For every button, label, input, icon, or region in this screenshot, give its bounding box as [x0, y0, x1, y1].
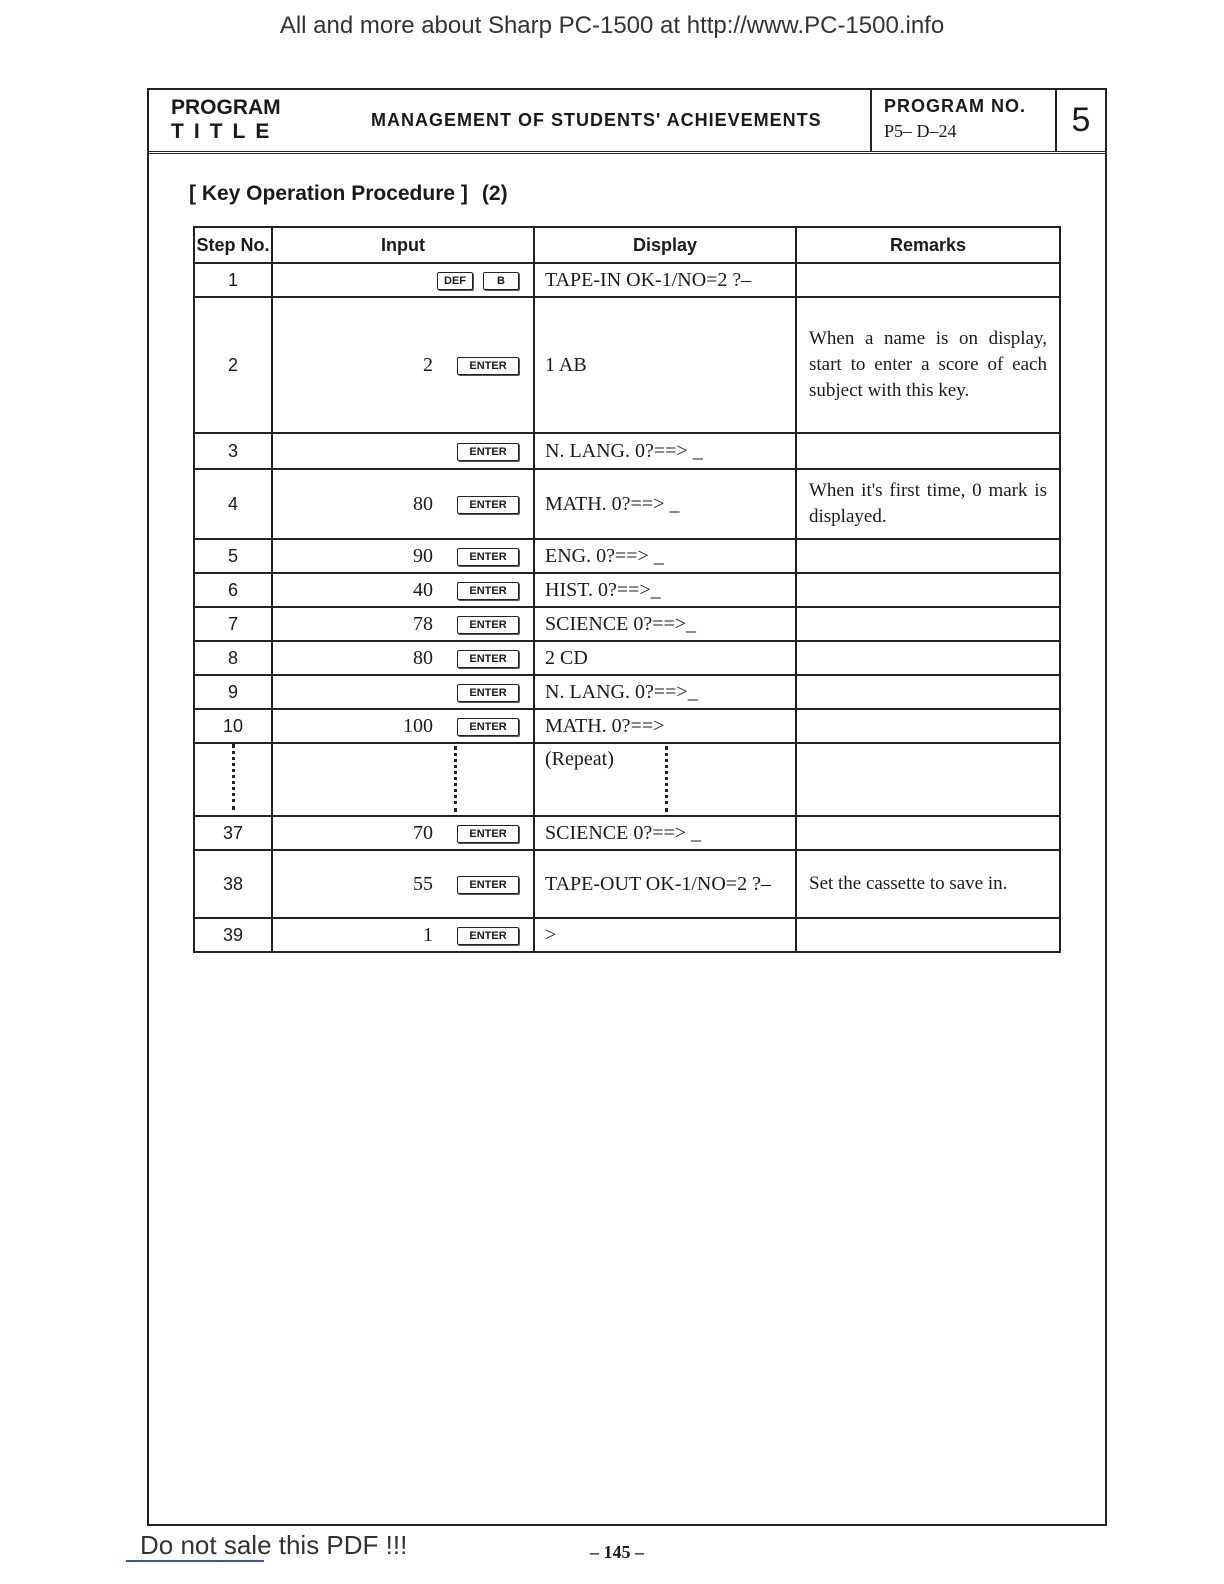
- section-title: [189, 182, 508, 206]
- input-value: 40: [413, 578, 433, 601]
- key-enter-icon: ENTER: [457, 650, 519, 668]
- input-cell: [272, 469, 534, 539]
- key-enter-icon: ENTER: [457, 718, 519, 736]
- display-cell: SCIENCE 0?==>_: [534, 607, 796, 641]
- input-cell: [272, 850, 534, 918]
- key-enter-icon: ENTER: [457, 357, 519, 375]
- remarks-cell: [796, 433, 1060, 469]
- key-enter-icon: ENTER: [457, 825, 519, 843]
- display-cell: [534, 743, 796, 816]
- table-row: [194, 469, 1060, 539]
- display-cell: >: [534, 918, 796, 952]
- input-value: 90: [413, 544, 433, 567]
- table-row: [194, 573, 1060, 607]
- key-enter-icon: ENTER: [457, 876, 519, 894]
- step-number: 37: [194, 816, 272, 850]
- key-enter-icon: ENTER: [457, 684, 519, 702]
- step-number: 1: [194, 263, 272, 297]
- header-input: Input: [272, 227, 534, 263]
- step-number: 39: [194, 918, 272, 952]
- table-row: [194, 743, 1060, 816]
- table-row: [194, 850, 1060, 918]
- continuation-dots: [665, 746, 668, 812]
- key-enter-icon: ENTER: [457, 927, 519, 945]
- input-cell: [272, 675, 534, 709]
- step-number: 4: [194, 469, 272, 539]
- input-value: 70: [413, 821, 433, 844]
- program-title-label: [149, 90, 331, 151]
- footer-underline: [126, 1560, 264, 1562]
- key-enter-icon: ENTER: [457, 582, 519, 600]
- display-cell: ENG. 0?==> _: [534, 539, 796, 573]
- section-title-text: [ Key Operation Procedure ]: [189, 182, 468, 205]
- display-cell: HIST. 0?==>_: [534, 573, 796, 607]
- step-number: 38: [194, 850, 272, 918]
- input-value: 100: [403, 714, 433, 737]
- step-number: 2: [194, 297, 272, 433]
- table-header-row: [194, 227, 1060, 263]
- step-number: 8: [194, 641, 272, 675]
- remarks-cell: [796, 675, 1060, 709]
- input-value: 2: [423, 353, 433, 376]
- program-label-line1: PROGRAM: [171, 96, 281, 119]
- input-value: 78: [413, 612, 433, 635]
- remarks-cell: [796, 263, 1060, 297]
- remarks-cell: [796, 709, 1060, 743]
- input-value: 80: [413, 646, 433, 669]
- step-number: 6: [194, 573, 272, 607]
- continuation-dots: [232, 744, 235, 810]
- footer-notice-text: Do not sale this PDF !!!: [140, 1530, 408, 1560]
- key-operation-table: [193, 226, 1061, 953]
- key-enter-icon: ENTER: [457, 496, 519, 514]
- table-row: [194, 607, 1060, 641]
- remarks-cell: [796, 607, 1060, 641]
- continuation-dots: [454, 746, 457, 812]
- table-row: [194, 675, 1060, 709]
- input-cell: [272, 433, 534, 469]
- remarks-cell: [796, 743, 1060, 816]
- table-row: [194, 641, 1060, 675]
- remarks-cell: When a name is on display, start to enter a score of each subject with this key.: [796, 297, 1060, 433]
- step-number: 10: [194, 709, 272, 743]
- display-cell: MATH. 0?==>: [534, 709, 796, 743]
- display-cell: TAPE-OUT OK-1/NO=2 ?–: [534, 850, 796, 918]
- header-step: Step No.: [194, 227, 272, 263]
- page-box-number: 5: [1055, 90, 1105, 151]
- step-number: 7: [194, 607, 272, 641]
- program-number-box: [870, 90, 1055, 151]
- program-title: MANAGEMENT OF STUDENTS' ACHIEVEMENTS: [371, 110, 822, 130]
- page-number: – 145 –: [590, 1542, 644, 1562]
- section-number: (2): [481, 182, 508, 205]
- remarks-cell: [796, 816, 1060, 850]
- key-b-icon: B: [483, 272, 519, 290]
- display-cell: 1 AB: [534, 297, 796, 433]
- display-cell: TAPE-IN OK-1/NO=2 ?–: [534, 263, 796, 297]
- remarks-cell: When it's first time, 0 mark is displayed.: [796, 469, 1060, 539]
- table-body: [194, 263, 1060, 952]
- input-cell: [272, 297, 534, 433]
- step-number: 3: [194, 433, 272, 469]
- remarks-cell: [796, 918, 1060, 952]
- key-enter-icon: ENTER: [457, 548, 519, 566]
- repeat-label: (Repeat): [545, 748, 614, 770]
- display-cell: N. LANG. 0?==> _: [534, 433, 796, 469]
- header-remarks: Remarks: [796, 227, 1060, 263]
- remarks-cell: [796, 573, 1060, 607]
- program-header: [149, 90, 1105, 154]
- program-label-line2: TITLE: [171, 120, 280, 143]
- step-number: 9: [194, 675, 272, 709]
- input-value: 55: [413, 872, 433, 895]
- remarks-cell: [796, 641, 1060, 675]
- input-value: 80: [413, 492, 433, 515]
- input-cell: [272, 918, 534, 952]
- display-cell: MATH. 0?==> _: [534, 469, 796, 539]
- input-cell: [272, 539, 534, 573]
- table-row: [194, 539, 1060, 573]
- table-row: [194, 433, 1060, 469]
- key-def-icon: DEF: [437, 272, 473, 290]
- input-cell: [272, 816, 534, 850]
- step-number: 5: [194, 539, 272, 573]
- display-cell: N. LANG. 0?==>_: [534, 675, 796, 709]
- table-row: [194, 709, 1060, 743]
- input-cell: [272, 263, 534, 297]
- input-cell: [272, 641, 534, 675]
- program-number: P5– D–24: [884, 121, 957, 141]
- table-row: [194, 297, 1060, 433]
- remarks-cell: Set the cassette to save in.: [796, 850, 1060, 918]
- footer-notice: [140, 1530, 407, 1561]
- input-cell: [272, 709, 534, 743]
- input-cell: [272, 607, 534, 641]
- table-row: [194, 816, 1060, 850]
- input-value: 1: [423, 923, 433, 946]
- table-row: [194, 918, 1060, 952]
- table-row: [194, 263, 1060, 297]
- input-cell: [272, 573, 534, 607]
- input-cell: [272, 743, 534, 816]
- key-enter-icon: ENTER: [457, 616, 519, 634]
- program-number-label: PROGRAM NO.: [884, 96, 1027, 116]
- key-enter-icon: ENTER: [457, 443, 519, 461]
- document-frame: [147, 88, 1107, 1526]
- site-banner: All and more about Sharp PC-1500 at http://www.PC-1500.info: [279, 12, 945, 39]
- step-number: [194, 743, 272, 816]
- remarks-cell: [796, 539, 1060, 573]
- display-cell: 2 CD: [534, 641, 796, 675]
- display-cell: SCIENCE 0?==> _: [534, 816, 796, 850]
- header-display: Display: [534, 227, 796, 263]
